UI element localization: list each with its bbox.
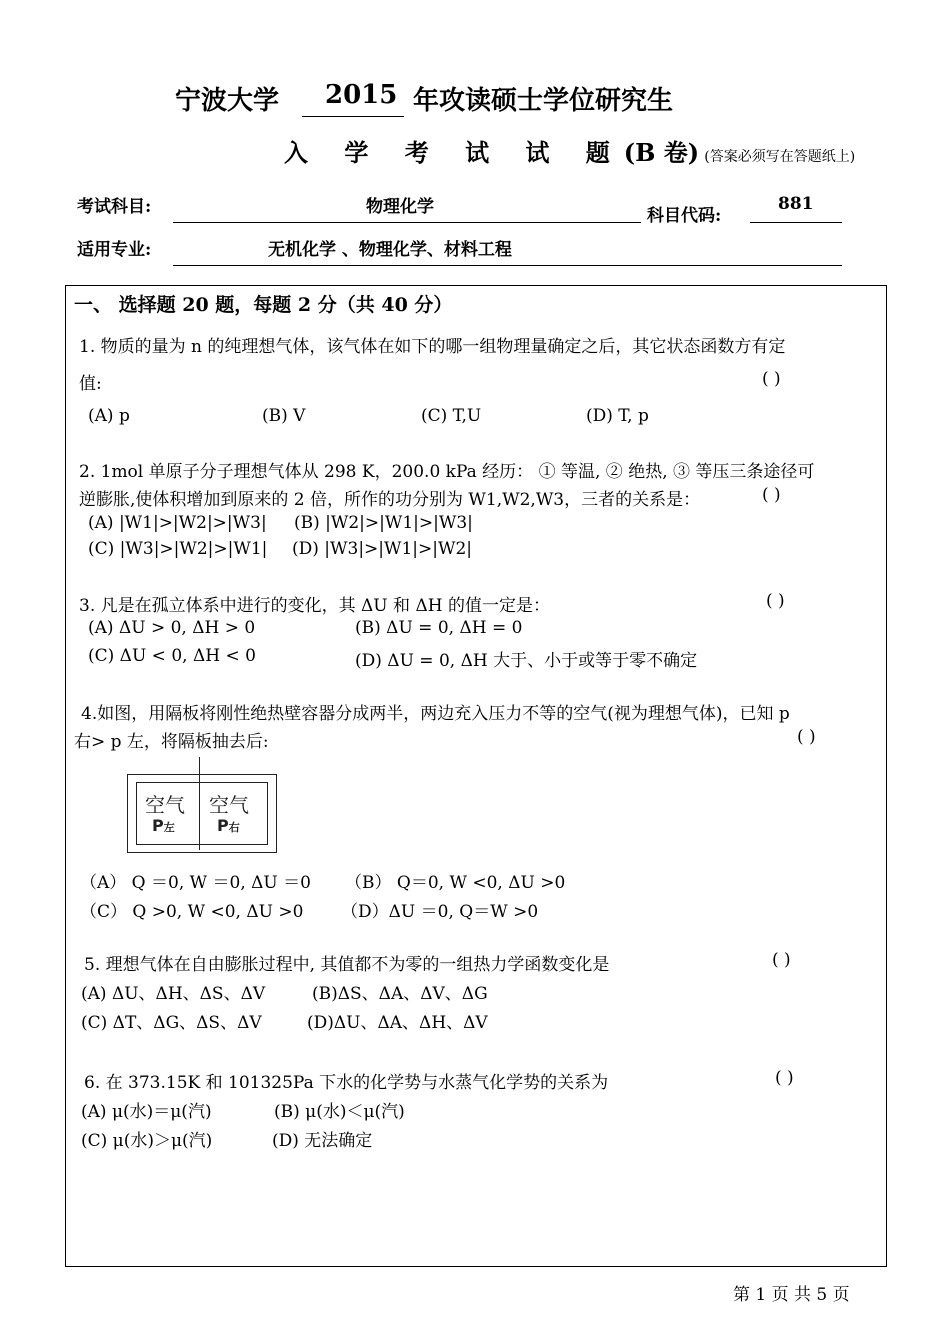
q6-answer-bracket: ( ) xyxy=(775,1068,794,1088)
subject-value: 物理化学 xyxy=(366,197,434,217)
right-pressure-label: P右 xyxy=(217,816,240,835)
q4-option-a: （A） Q ＝0, W ＝0, ΔU ＝0 xyxy=(80,873,311,893)
q1-text-line2: 值: xyxy=(79,374,102,394)
major-underline xyxy=(173,265,842,266)
exam-year: 2015 xyxy=(325,80,398,110)
code-label: 科目代码: xyxy=(647,206,722,226)
q2-option-b: (B) |W2|>|W1|>|W3| xyxy=(294,513,473,533)
q6-option-d: (D) 无法确定 xyxy=(272,1131,373,1151)
year-underline xyxy=(302,116,404,117)
left-air-label: 空气 xyxy=(145,793,185,817)
q6-text-line1: 6. 在 373.15K 和 101325Pa 下水的化学势与水蒸气化学势的关系为 xyxy=(84,1073,609,1093)
q4-option-d: （D）ΔU ＝0, Q＝W >0 xyxy=(341,902,539,922)
q1-text-line1: 1. 物质的量为 n 的纯理想气体，该气体在如下的哪一组物理量确定之后，其它状态函数方有定 xyxy=(79,337,786,357)
q4-text-line1: 4.如图，用隔板将刚性绝热壁容器分成两半，两边充入压力不等的空气(视为理想气体)，已知 p xyxy=(81,704,790,724)
section-title: 一、 选择题 20 题，每题 2 分（共 40 分） xyxy=(74,294,453,316)
q2-option-a: (A) |W1|>|W2|>|W3| xyxy=(88,513,267,533)
q3-option-b: (B) ΔU = 0, ΔH = 0 xyxy=(355,618,523,638)
q3-text-line1: 3. 凡是在孤立体系中进行的变化，其 ΔU 和 ΔH 的值一定是： xyxy=(79,596,550,616)
answer-note: (答案必须写在答题纸上) xyxy=(704,149,856,165)
left-pressure-label: P左 xyxy=(152,816,175,835)
q2-option-c: (C) |W3|>|W2|>|W1| xyxy=(88,539,268,559)
q2-option-d: (D) |W3|>|W1|>|W2| xyxy=(292,539,473,559)
q3-option-a: (A) ΔU > 0, ΔH > 0 xyxy=(88,618,256,638)
q3-option-c: (C) ΔU < 0, ΔH < 0 xyxy=(88,646,256,666)
title-rest: 年攻读硕士学位研究生 xyxy=(413,86,674,116)
q6-option-c: (C) μ(水)＞μ(汽) xyxy=(81,1131,213,1151)
q1-option-d: (D) T, p xyxy=(586,406,649,426)
q2-answer-bracket: ( ) xyxy=(762,485,781,505)
partition-board xyxy=(199,757,200,850)
q4-option-c: （C） Q >0, W <0, ΔU >0 xyxy=(80,902,304,922)
paper-version: (B 卷) xyxy=(623,138,700,167)
subject-underline xyxy=(173,222,641,223)
q3-option-d: (D) ΔU = 0, ΔH 大于、小于或等于零不确定 xyxy=(355,651,698,671)
code-underline xyxy=(750,222,842,223)
q6-option-b: (B) μ(水)＜μ(汽) xyxy=(274,1102,405,1122)
q1-option-c: (C) T,U xyxy=(421,406,482,426)
q3-answer-bracket: ( ) xyxy=(766,591,785,611)
major-label: 适用专业: xyxy=(77,240,152,260)
q5-option-d: (D)ΔU、ΔA、ΔH、ΔV xyxy=(307,1013,488,1033)
university-name: 宁波大学 xyxy=(175,86,280,116)
q1-answer-bracket: ( ) xyxy=(762,369,781,389)
q5-answer-bracket: ( ) xyxy=(772,950,791,970)
right-air-label: 空气 xyxy=(209,793,249,817)
exam-title: 入 学 考 试 试 题 xyxy=(284,138,624,167)
q5-option-c: (C) ΔT、ΔG、ΔS、ΔV xyxy=(81,1013,262,1033)
q5-option-a: (A) ΔU、ΔH、ΔS、ΔV xyxy=(81,984,266,1004)
q4-option-b: （B） Q＝0, W <0, ΔU >0 xyxy=(345,873,566,893)
q4-answer-bracket: ( ) xyxy=(797,727,816,747)
code-value: 881 xyxy=(778,194,814,214)
q5-option-b: (B)ΔS、ΔA、ΔV、ΔG xyxy=(312,984,488,1004)
q4-text-line2: 右> p 左，将隔板抽去后: xyxy=(74,732,269,752)
subject-label: 考试科目: xyxy=(77,197,152,217)
q5-text-line1: 5. 理想气体在自由膨胀过程中, 其值都不为零的一组热力学函数变化是 xyxy=(84,955,610,975)
q2-text-line2: 逆膨胀,使体积增加到原来的 2 倍，所作的功分别为 W1,W2,W3，三者的关系是： xyxy=(79,490,701,510)
q1-option-b: (B) V xyxy=(262,406,306,426)
q2-text-line1: 2. 1mol 单原子分子理想气体从 298 K，200.0 kPa 经历： ① 等温, ② 绝热, ③ 等压三条途径可 xyxy=(79,462,815,482)
q6-option-a: (A) μ(水)＝μ(汽) xyxy=(81,1102,212,1122)
page-number: 第 1 页 共 5 页 xyxy=(733,1285,850,1305)
exam-title-row xyxy=(284,133,855,168)
major-value: 无机化学 、物理化学、材料工程 xyxy=(268,240,512,260)
q1-option-a: (A) p xyxy=(88,406,130,426)
